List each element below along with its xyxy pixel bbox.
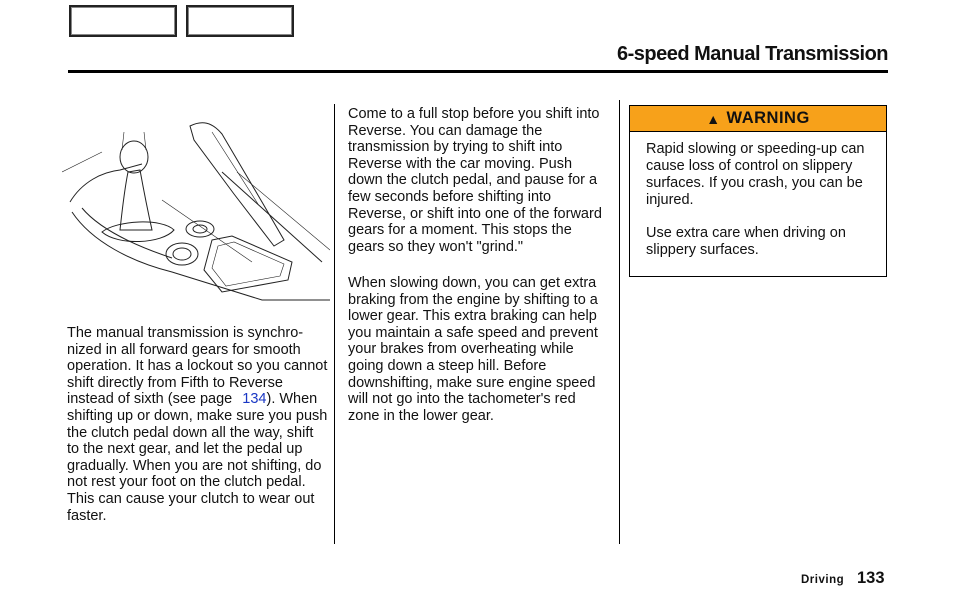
manual-transmission-paragraph (67, 325, 329, 524)
title-rule (68, 70, 888, 73)
page-number: 133 (857, 569, 885, 587)
nav-button-previous[interactable] (69, 5, 177, 37)
column-divider (619, 100, 620, 544)
warning-text: Use extra care when driving on slippery surfaces. (646, 225, 846, 258)
warning-header (630, 106, 886, 132)
page-reference-link[interactable]: 134 (242, 391, 267, 408)
warning-box (629, 105, 887, 277)
nav-button-next[interactable] (186, 5, 294, 37)
warning-text: Rapid slowing or speeding-up can cause loss of control on slippery surfaces. If you crash, you can be injured. (646, 141, 865, 208)
warning-heading: WARNING (726, 109, 810, 127)
engine-braking-paragraph: When slowing down, you can get extra braking from the engine by shifting to a lower gear. This extra braking can help you maintain a safe speed and prevent your brakes from overheating while going down a steep hill. Before downshifting, make sure engine speed will not go into the tachometer's red zone in the lower gear. (348, 275, 598, 424)
page-title: 6-speed Manual Transmission (616, 43, 888, 65)
warning-triangle-icon: ▲ (706, 110, 721, 127)
paragraph-text: The manual transmission is synchro-nized in all forward gears for smooth operation. It has a lockout so you cannot shift directly from Fifth to Reverse instead of sixth (see page (67, 325, 328, 408)
section-label: Driving (801, 574, 845, 586)
gear-shifter-illustration (62, 112, 330, 304)
reverse-shift-paragraph: Come to a full stop before you shift into Reverse. You can damage the transmission by trying to shift into Reverse with the car moving. Push down the clutch pedal, and pause for a few seconds before shifting into Reverse, or shift into one of the forward gears for a moment. This stops the gears so they won't "grind." (348, 106, 602, 255)
column-divider (334, 104, 335, 544)
paragraph-text: ). When shifting up or down, make sure you push the clutch pedal down all the way, shift to the next gear, and let the pedal up gradually. When you are not shifting, do not rest your foot on the clutch pedal. This can cause your clutch to wear out faster. (67, 391, 328, 524)
